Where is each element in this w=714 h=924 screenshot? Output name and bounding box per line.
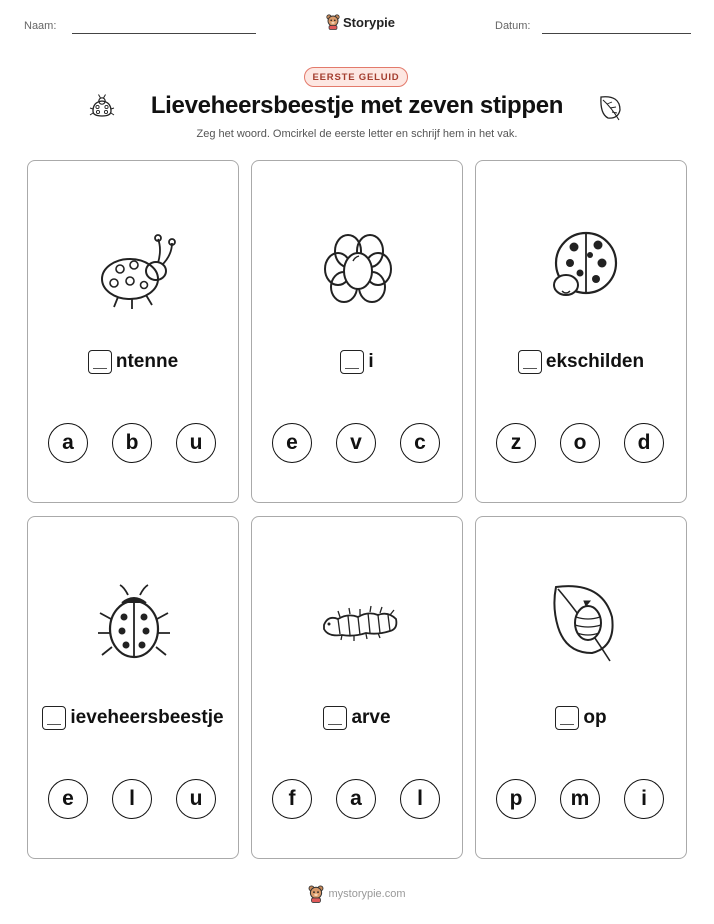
answer-box[interactable] <box>323 706 347 730</box>
letter-choice[interactable]: l <box>112 779 152 819</box>
letter-choice[interactable]: f <box>272 779 312 819</box>
letter-choice[interactable]: b <box>112 423 152 463</box>
letter-choice[interactable]: u <box>176 779 216 819</box>
letter-choice[interactable]: l <box>400 779 440 819</box>
date-label: Datum: <box>495 20 531 32</box>
letter-choices <box>272 779 444 823</box>
name-line[interactable] <box>72 33 256 34</box>
ladybug-shell-icon <box>532 221 632 311</box>
eggs-icon <box>308 221 408 311</box>
answer-box[interactable] <box>88 350 112 374</box>
letter-choice[interactable]: p <box>496 779 536 819</box>
letter-choices <box>48 779 220 823</box>
brand-name: Storypie <box>343 14 396 30</box>
word-ending: i <box>368 351 374 372</box>
letter-choice[interactable]: z <box>496 423 536 463</box>
word-ending: ntenne <box>115 351 179 372</box>
letter-choice[interactable]: d <box>624 423 664 463</box>
word-row <box>252 347 462 377</box>
bear-mascot-icon <box>308 885 324 903</box>
word-ending: op <box>583 707 607 728</box>
letter-choices <box>496 423 668 467</box>
word-card <box>27 516 239 859</box>
word-ending: ieveheersbeestje <box>70 707 224 728</box>
word-row <box>28 347 238 377</box>
word-card <box>475 516 687 859</box>
letter-choices <box>272 423 444 467</box>
letter-choice[interactable]: v <box>336 423 376 463</box>
letter-choice[interactable]: i <box>624 779 664 819</box>
larva-icon <box>308 577 408 667</box>
page-footer <box>0 884 714 904</box>
instructions: Zeg het woord. Omcirkel de eerste letter en schrijf hem in het vak. <box>196 128 518 140</box>
bear-mascot-icon <box>326 14 340 30</box>
letter-choice[interactable]: a <box>336 779 376 819</box>
word-row <box>252 703 462 733</box>
answer-box[interactable] <box>518 350 542 374</box>
letter-choice[interactable]: a <box>48 423 88 463</box>
antenna-ladybug-icon <box>84 221 184 311</box>
page-title: Lieveheersbeestje met zeven stippen <box>150 92 564 119</box>
letter-choice[interactable]: o <box>560 423 600 463</box>
word-card <box>251 516 463 859</box>
category-badge: EERSTE GELUID <box>304 67 408 87</box>
leaf-doodle-icon <box>596 92 624 122</box>
letter-choice[interactable]: e <box>272 423 312 463</box>
brand-logo <box>326 14 395 30</box>
date-line[interactable] <box>542 33 691 34</box>
title-row <box>0 90 714 126</box>
ladybug-icon <box>84 577 184 667</box>
answer-box[interactable] <box>42 706 66 730</box>
word-row <box>28 703 238 733</box>
letter-choice[interactable]: m <box>560 779 600 819</box>
letter-choice[interactable]: c <box>400 423 440 463</box>
name-label: Naam: <box>24 20 57 32</box>
letter-choice[interactable]: u <box>176 423 216 463</box>
word-row <box>476 703 686 733</box>
word-ending: arve <box>351 707 391 728</box>
word-card <box>251 160 463 503</box>
word-row <box>476 347 686 377</box>
worksheet-header <box>0 0 714 48</box>
word-ending: ekschilden <box>545 351 645 372</box>
word-card <box>475 160 687 503</box>
leaf-pupa-icon <box>532 577 632 667</box>
answer-box[interactable] <box>555 706 579 730</box>
footer-link[interactable]: mystorypie.com <box>328 888 406 900</box>
answer-box[interactable] <box>340 350 364 374</box>
letter-choices <box>48 423 220 467</box>
word-card <box>27 160 239 503</box>
letter-choices <box>496 779 668 823</box>
letter-choice[interactable]: e <box>48 779 88 819</box>
